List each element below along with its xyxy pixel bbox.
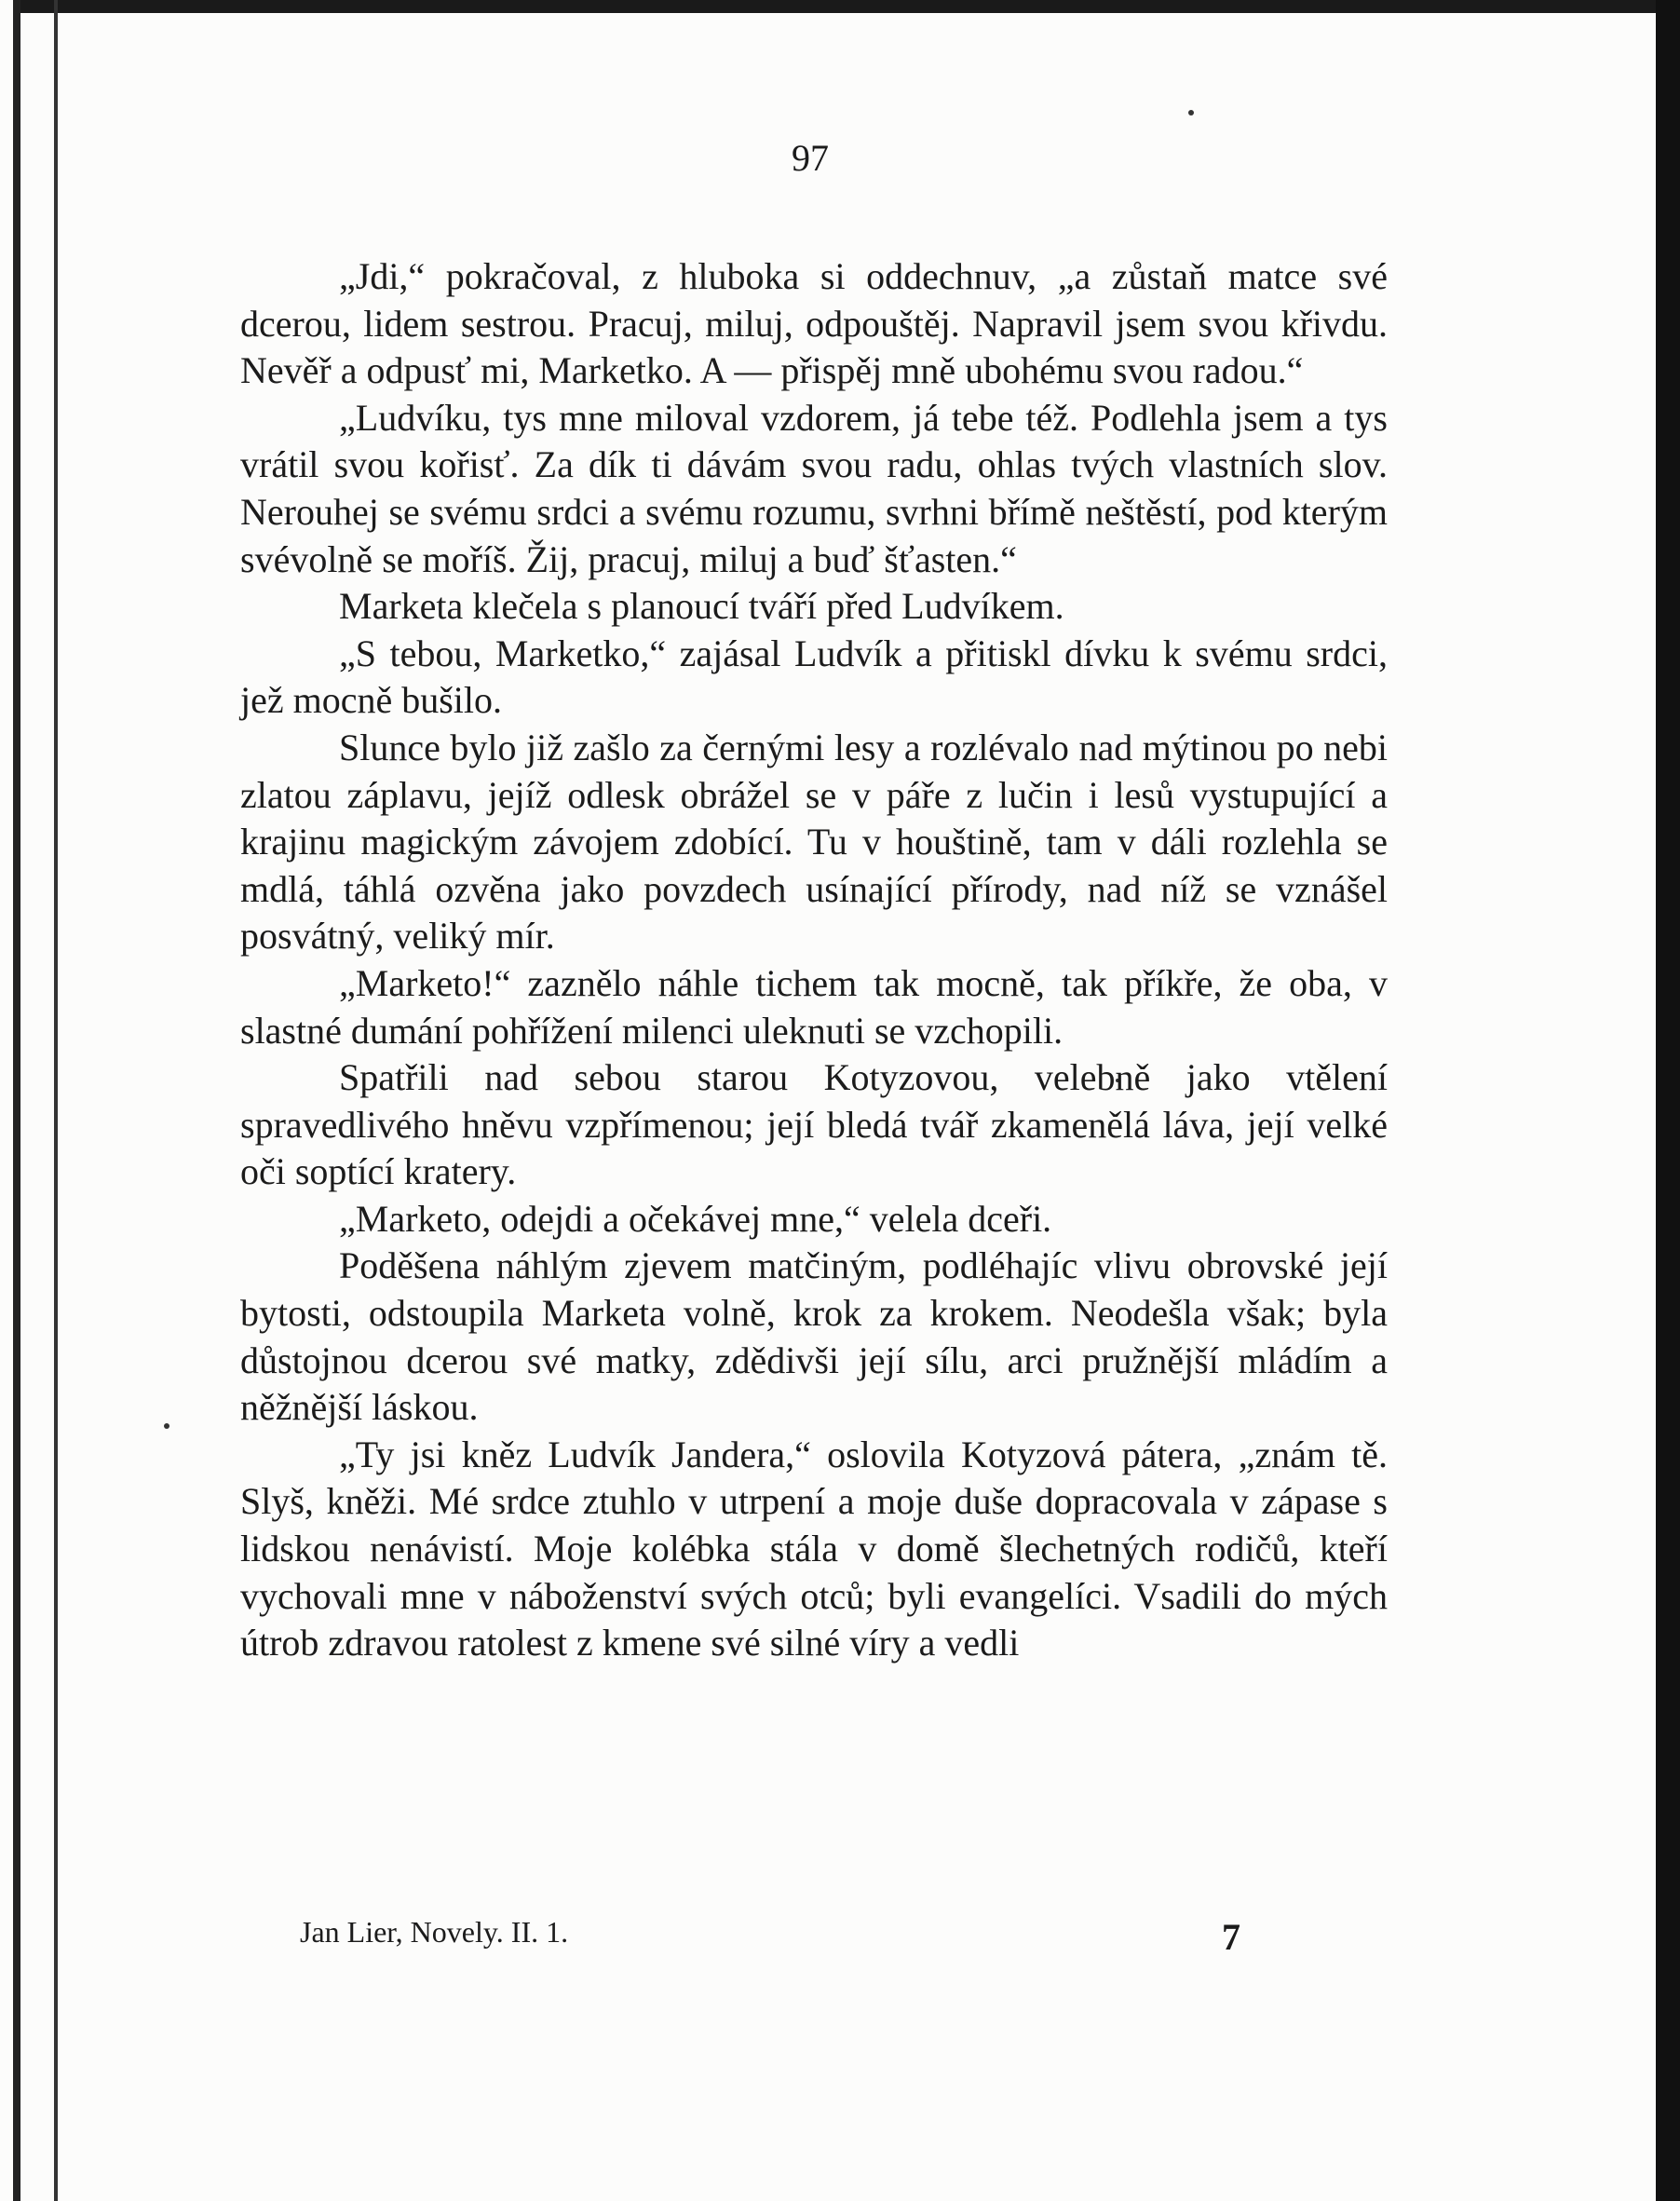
scan-speck [1188, 110, 1194, 115]
paragraph: Marketa klečela s planoucí tváří před Ludvíkem. [339, 585, 1064, 628]
paragraph: Slunce bylo již zašlo za černými lesy a rozlévalo nad mýtinou po nebi zlatou záplavu, jejíž odlesk obrážel se v páře z lučin i lesů vystupující a krajinu magickým závojem zdobící. Tu v houštině, tam v dáli rozlehla se mdlá, táhlá ozvěna jako povzdech usínající přírody, nad níž se vznášel posvátný, veliký mír. [240, 726, 1388, 958]
scan-edge-top [19, 0, 1680, 13]
scan-speck [164, 1423, 169, 1429]
paragraph: „Marketo!“ zaznělo náhle tichem tak mocně, tak příkře, že oba, v slastné dumání pohřížení milenci uleknuti se vzchopili. [240, 961, 1388, 1052]
paragraph: Poděšena náhlým zjevem matčiným, podléhajíc vlivu obrovské její bytosti, odstoupila Marketa volně, krok za krokem. Neodešla však; byla důstojnou dcerou své matky, zdědivši její sílu, arci pružnější mládím a něžnější láskou. [240, 1244, 1388, 1429]
page-footer [300, 1915, 1240, 1959]
paragraph: Spatřili nad sebou starou Kotyzovou, velebně jako vtělení spravedlivého hněvu vzpřímenou; její bledá tvář zkamenělá láva, její velké oči soptící kratery. [240, 1056, 1388, 1193]
body-text [240, 253, 1388, 1667]
paragraph: „Ludvíku, tys mne miloval vzdorem, já tebe též. Podlehla jsem a tys vrátil svou kořisť. Za dík ti dávám svou radu, ohlas tvých vlastních slov. Nerouhej se svému srdci a svému rozumu, svrhni břímě neštěstí, pod kterým svévolně se moříš. Žij, pracuj, miluj a buď šťasten.“ [240, 396, 1388, 580]
scan-edge-right [1656, 0, 1680, 2201]
page-number: 97 [792, 137, 829, 179]
paragraph: „Jdi,“ pokračoval, z hluboka si oddechnuv, „a zůstaň matce své dcerou, lidem sestrou. Pracuj, miluj, odpouštěj. Napravil jsem svou křivdu. Nevěř a odpusť mi, Marketko. A — přispěj mně ubohému svou radou.“ [240, 255, 1388, 392]
paragraph: „Marketo, odejdi a očekávej mne,“ velela dceři. [339, 1197, 1052, 1240]
signature-mark: 7 [1222, 1916, 1240, 1958]
scan-edge-left-inner [54, 0, 58, 2201]
footer-source: Jan Lier, Novely. II. 1. [300, 1915, 569, 1949]
paragraph: „S tebou, Marketko,“ zajásal Ludvík a přitiskl dívku k svému srdci, jež mocně bušilo. [240, 632, 1388, 722]
paragraph: „Ty jsi kněz Ludvík Jandera,“ oslovila Kotyzová pátera, „znám tě. Slyš, kněži. Mé srdce ztuhlo v utrpení a moje duše dopracovala v zápase s lidskou nenávistí. Moje kolébka stála v domě šlechetných rodičů, kteří vychovali mne v náboženství svých otců; byli evangelíci. Vsadili do mých útrob zdravou ratolest z kmene své silné víry a vedli [240, 1433, 1388, 1664]
scan-edge-left [13, 0, 20, 2201]
